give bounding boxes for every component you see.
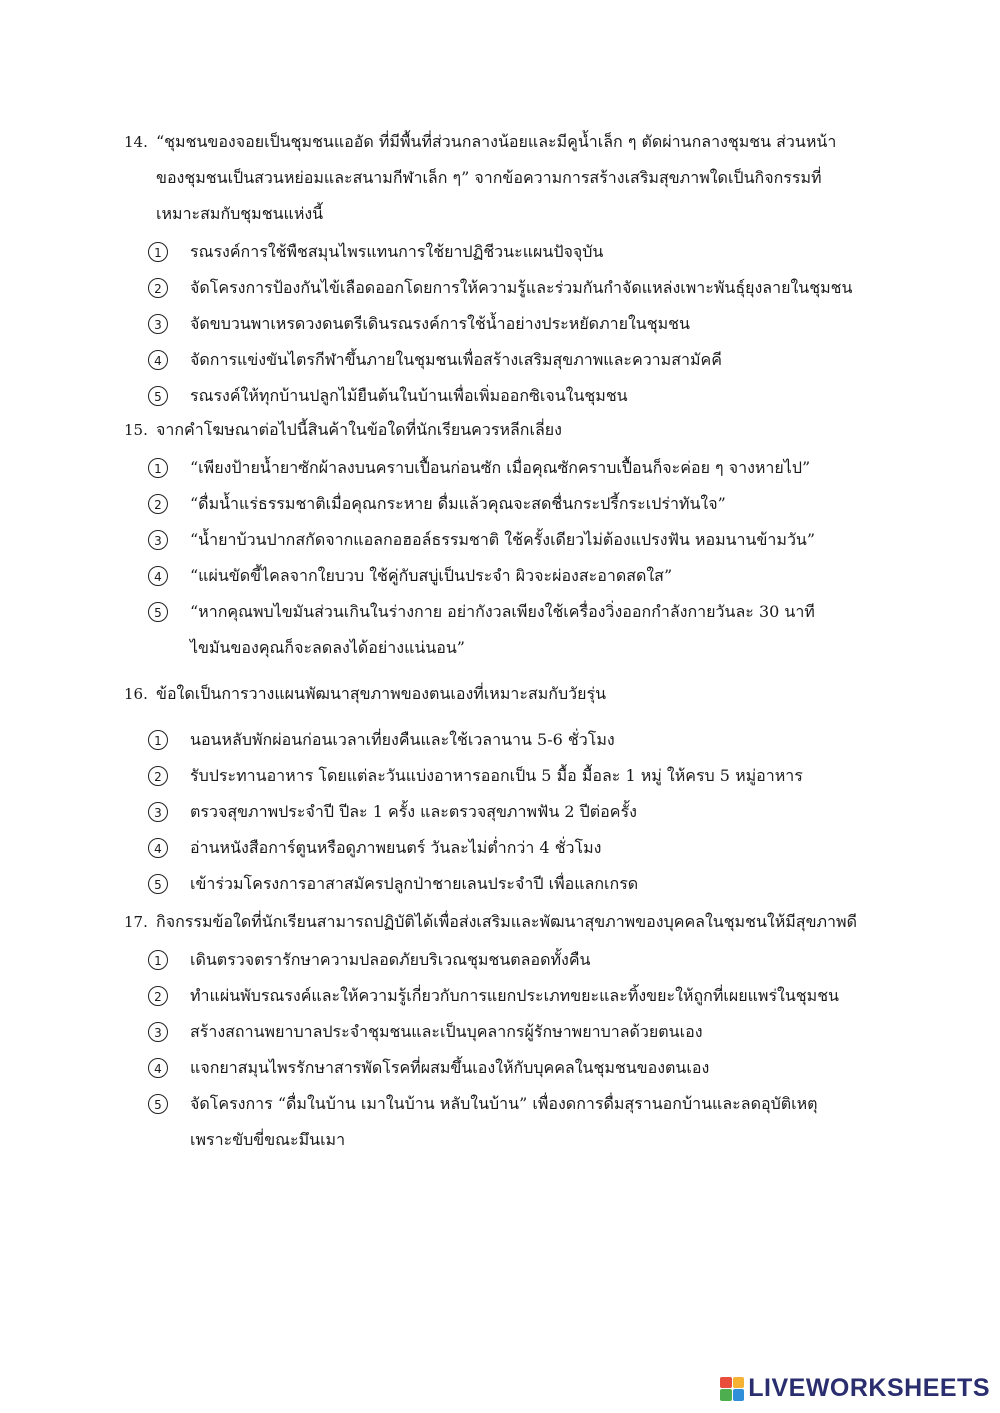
option-text: “ดื่มน้ำแร่ธรรมชาติเมื่อคุณกระหาย ดื่มแล้วคุณจะสดชื่นกระปรี้กระเปร่าทันใจ”: [190, 494, 726, 513]
option-4[interactable]: [124, 830, 924, 866]
option-text: “หากคุณพบไขมันส่วนเกินในร่างกาย อย่ากังวลเพียงใช้เครื่องวิ่งออกกำลังกายวันละ 30 นาที: [190, 602, 815, 621]
option-text: ตรวจสุขภาพประจำปี ปีละ 1 ครั้ง และตรวจสุขภาพฟัน 2 ปีต่อครั้ง: [190, 802, 637, 821]
option-4[interactable]: [124, 1050, 924, 1086]
question-text: ข้อใดเป็นการวางแผนพัฒนาสุขภาพของตนเองที่เหมาะสมกับวัยรุ่น: [156, 684, 606, 703]
option-list: [124, 942, 924, 1158]
option-5[interactable]: [124, 866, 924, 902]
option-text: “น้ำยาบ้วนปากสกัดจากแอลกอฮอล์ธรรมชาติ ใช้ครั้งเดียวไม่ต้องแปรงฟัน หอมนานข้ามวัน”: [190, 530, 816, 549]
option-2[interactable]: [124, 758, 924, 794]
option-text: จัดโครงการป้องกันไข้เลือดออกโดยการให้ความรู้และร่วมกันกำจัดแหล่งเพาะพันธุ์ยุงลายในชุมชน: [190, 278, 853, 297]
option-number-circle: 2: [148, 278, 168, 298]
option-1[interactable]: [124, 450, 924, 486]
option-5[interactable]: [124, 594, 924, 630]
option-list: [124, 234, 924, 414]
option-number-circle: 5: [148, 1094, 168, 1114]
option-text: เดินตรวจตรารักษาความปลอดภัยบริเวณชุมชนตลอดทั้งคืน: [190, 950, 591, 969]
option-5[interactable]: [124, 378, 924, 414]
question-16: [124, 676, 924, 902]
option-2[interactable]: [124, 270, 924, 306]
option-number-circle: 2: [148, 494, 168, 514]
option-number-circle: 2: [148, 766, 168, 786]
option-3[interactable]: [124, 794, 924, 830]
option-text: “แผ่นขัดขี้ไคลจากใยบวบ ใช้คู่กับสบู่เป็นประจำ ผิวจะผ่องสะอาดสดใส”: [190, 566, 673, 585]
question-text: จากคำโฆษณาต่อไปนี้สินค้าในข้อใดที่นักเรียนควรหลีกเลี่ยง: [156, 420, 562, 439]
question-number: 14.: [124, 133, 148, 151]
question-14: [124, 124, 924, 414]
option-number-circle: 4: [148, 838, 168, 858]
option-text: สร้างสถานพยาบาลประจำชุมชนและเป็นบุคลากรผู้รักษาพยาบาลด้วยตนเอง: [190, 1022, 703, 1041]
question-number: 16.: [124, 685, 148, 703]
option-text: รับประทานอาหาร โดยแต่ละวันแบ่งอาหารออกเป็น 5 มื้อ มื้อละ 1 หมู่ ให้ครบ 5 หมู่อาหาร: [190, 766, 803, 785]
option-text: ทำแผ่นพับรณรงค์และให้ความรู้เกี่ยวกับการแยกประเภทขยะและทิ้งขยะให้ถูกที่เผยแพร่ในชุมชน: [190, 986, 839, 1005]
option-3[interactable]: [124, 306, 924, 342]
option-2[interactable]: [124, 978, 924, 1014]
option-text: เข้าร่วมโครงการอาสาสมัครปลูกป่าชายเลนประจำปี เพื่อแลกเกรด: [190, 874, 639, 893]
option-number-circle: 3: [148, 530, 168, 550]
brand-name: LIVEWORKSHEETS: [748, 1374, 990, 1402]
option-number-circle: 1: [148, 950, 168, 970]
option-text: รณรงค์ให้ทุกบ้านปลูกไม้ยืนต้นในบ้านเพื่อเพิ่มออกซิเจนในชุมชน: [190, 386, 628, 405]
option-list: [124, 722, 924, 902]
option-list: [124, 450, 924, 666]
question-text: เหมาะสมกับชุมชนแห่งนี้: [156, 204, 324, 223]
question-text: กิจกรรมข้อใดที่นักเรียนสามารถปฏิบัติได้เพื่อส่งเสริมและพัฒนาสุขภาพของบุคคลในชุมชนให้มีสุขภาพดี: [156, 912, 857, 931]
question-number: 15.: [124, 421, 148, 439]
option-number-circle: 5: [148, 874, 168, 894]
option-number-circle: 3: [148, 314, 168, 334]
option-number-circle: 1: [148, 242, 168, 262]
option-text: อ่านหนังสือการ์ตูนหรือดูภาพยนตร์ วันละไม่ต่ำกว่า 4 ชั่วโมง: [190, 838, 602, 857]
question-text: “ชุมชนของจอยเป็นชุมชนแออัด ที่มีพื้นที่ส่วนกลางน้อยและมีคูน้ำเล็ก ๆ ตัดผ่านกลางชุมชน ส่วนหน้า: [156, 132, 837, 151]
option-number-circle: 3: [148, 802, 168, 822]
liveworksheets-branding[interactable]: [720, 1374, 990, 1403]
question-15: [124, 412, 924, 666]
option-3[interactable]: [124, 522, 924, 558]
option-number-circle: 4: [148, 1058, 168, 1078]
option-number-circle: 1: [148, 458, 168, 478]
option-number-circle: 3: [148, 1022, 168, 1042]
option-number-circle: 4: [148, 350, 168, 370]
option-number-circle: 5: [148, 602, 168, 622]
option-text: จัดขบวนพาเหรดวงดนตรีเดินรณรงค์การใช้น้ำอย่างประหยัดภายในชุมชน: [190, 314, 690, 333]
option-4[interactable]: [124, 558, 924, 594]
question-number: 17.: [124, 913, 148, 931]
option-text: รณรงค์การใช้พืชสมุนไพรแทนการใช้ยาปฏิชีวนะแผนปัจจุบัน: [190, 242, 604, 261]
option-text: จัดโครงการ “ดื่มในบ้าน เมาในบ้าน หลับในบ้าน” เพื่องดการดื่มสุรานอกบ้านและลดอุบัติเหตุ: [190, 1094, 818, 1113]
option-text: “เพียงป้ายน้ำยาซักผ้าลงบนคราบเปื้อนก่อนซัก เมื่อคุณซักคราบเปื้อนก็จะค่อย ๆ จางหายไป”: [190, 458, 811, 477]
question-17: [124, 904, 924, 1158]
option-text-continued: ไขมันของคุณก็จะลดลงได้อย่างแน่นอน”: [190, 638, 465, 657]
option-1[interactable]: [124, 942, 924, 978]
option-3[interactable]: [124, 1014, 924, 1050]
option-text: นอนหลับพักผ่อนก่อนเวลาเที่ยงคืนและใช้เวลานาน 5-6 ชั่วโมง: [190, 730, 615, 749]
option-2[interactable]: [124, 486, 924, 522]
option-number-circle: 5: [148, 386, 168, 406]
option-number-circle: 4: [148, 566, 168, 586]
option-5[interactable]: [124, 1086, 924, 1122]
option-number-circle: 1: [148, 730, 168, 750]
question-text: ของชุมชนเป็นสวนหย่อมและสนามกีฬาเล็ก ๆ” จากข้อความการสร้างเสริมสุขภาพใดเป็นกิจกรรมที่: [156, 168, 822, 187]
option-text: จัดการแข่งขันไตรกีฬาขึ้นภายในชุมชนเพื่อสร้างเสริมสุขภาพและความสามัคคี: [190, 350, 722, 369]
option-1[interactable]: [124, 722, 924, 758]
option-4[interactable]: [124, 342, 924, 378]
option-1[interactable]: [124, 234, 924, 270]
option-text: แจกยาสมุนไพรรักษาสารพัดโรคที่ผสมขึ้นเองให้กับบุคคลในชุมชนของตนเอง: [190, 1058, 710, 1077]
liveworksheets-logo-icon: [720, 1377, 744, 1401]
option-number-circle: 2: [148, 986, 168, 1006]
option-text-continued: เพราะขับขี่ขณะมึนเมา: [190, 1130, 346, 1149]
